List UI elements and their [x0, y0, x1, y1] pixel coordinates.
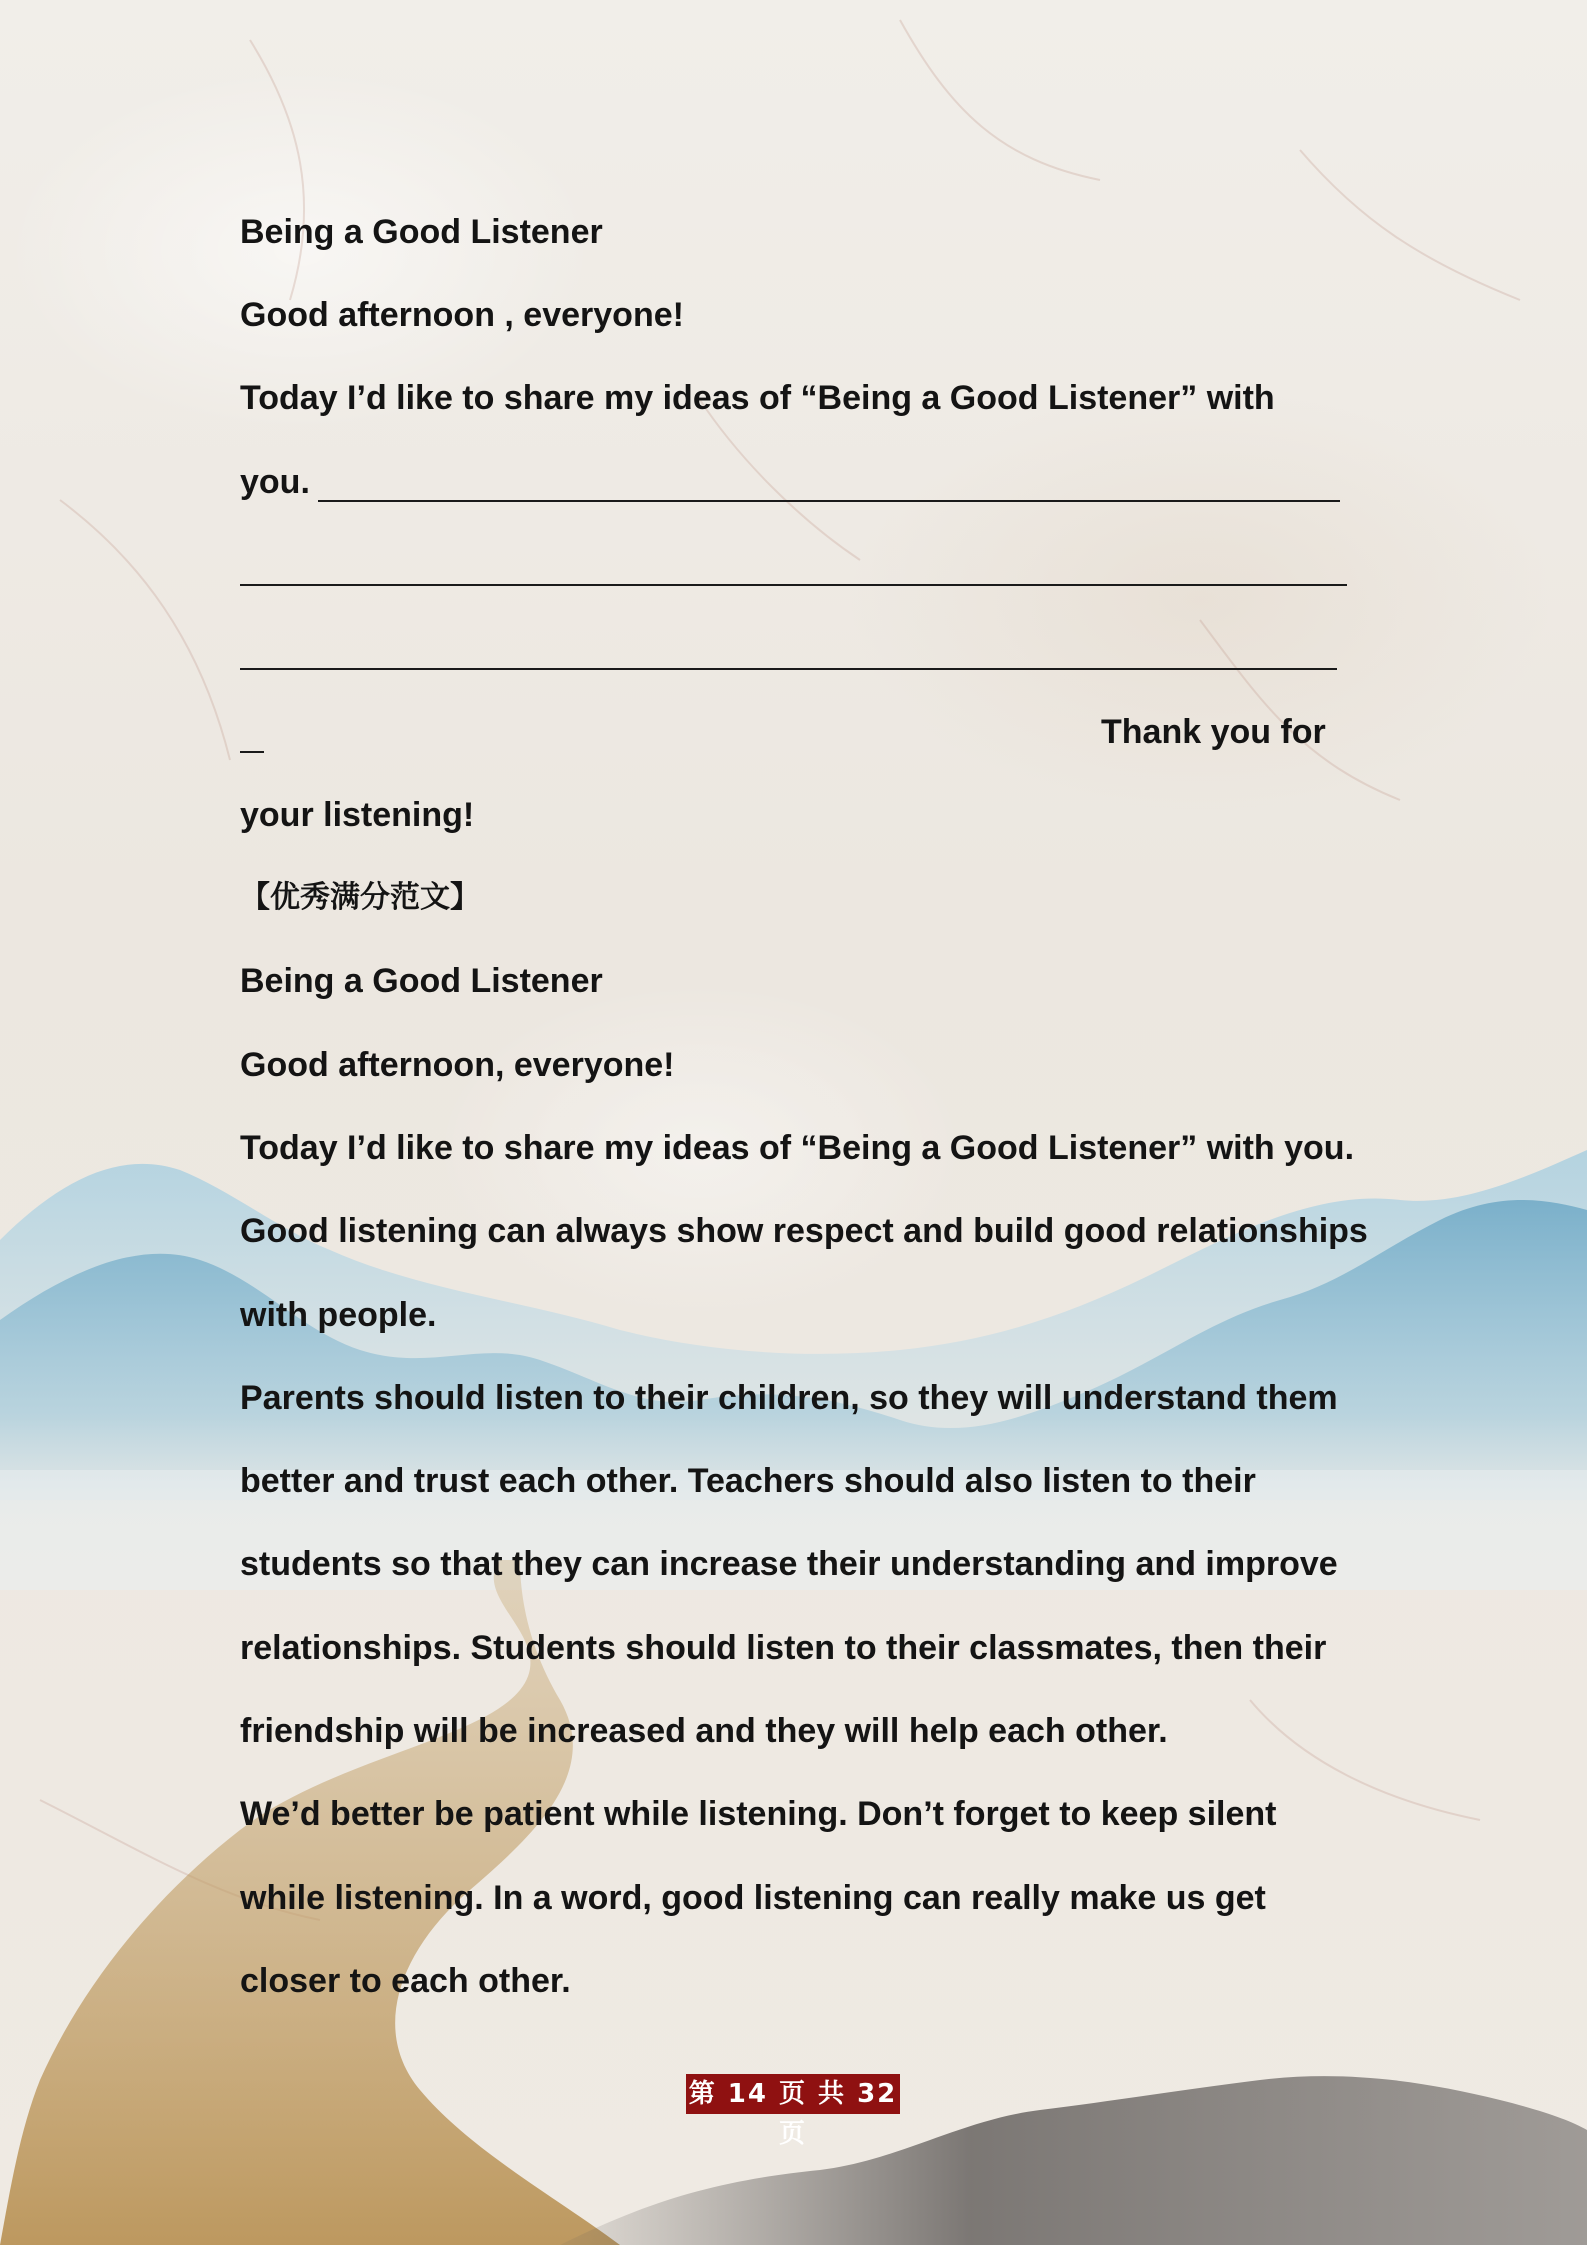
writing-blank-line-3[interactable] [240, 668, 1337, 670]
sample-line: better and trust each other. Teachers should also listen to their [240, 1462, 1256, 1500]
sample-line: students so that they can increase their understanding and improve [240, 1545, 1338, 1583]
sample-line: Today I’d like to share my ideas of “Being a Good Listener” with you. [240, 1129, 1355, 1167]
sample-line: friendship will be increased and they will help each other. [240, 1712, 1168, 1750]
sample-greeting: Good afternoon, everyone! [240, 1046, 675, 1084]
draft-closing-right: Thank you for [1101, 713, 1326, 751]
draft-greeting: Good afternoon , everyone! [240, 296, 684, 334]
draft-closing-left: your listening! [240, 796, 475, 834]
sample-heading: 【优秀满分范文】 [240, 880, 480, 915]
sample-line: Parents should listen to their children, so they will understand them [240, 1379, 1338, 1417]
sample-line: while listening. In a word, good listening can really make us get [240, 1879, 1266, 1917]
draft-intro-line-2: you. [240, 463, 310, 501]
sample-title: Being a Good Listener [240, 962, 603, 1000]
page-number-badge: 第 14 页 共 32 页 [686, 2074, 900, 2114]
writing-blank-line-4[interactable] [240, 751, 264, 753]
writing-blank-line-1[interactable] [318, 500, 1340, 502]
sample-line: relationships. Students should listen to their classmates, then their [240, 1629, 1327, 1667]
draft-title: Being a Good Listener [240, 213, 603, 251]
sample-line: We’d better be patient while listening. Don’t forget to keep silent [240, 1795, 1277, 1833]
draft-intro-line-1: Today I’d like to share my ideas of “Being a Good Listener” with [240, 379, 1275, 417]
sample-line: Good listening can always show respect and build good relationships [240, 1212, 1368, 1250]
writing-blank-line-2[interactable] [240, 584, 1347, 586]
sample-line: with people. [240, 1296, 437, 1334]
sample-line: closer to each other. [240, 1962, 571, 2000]
